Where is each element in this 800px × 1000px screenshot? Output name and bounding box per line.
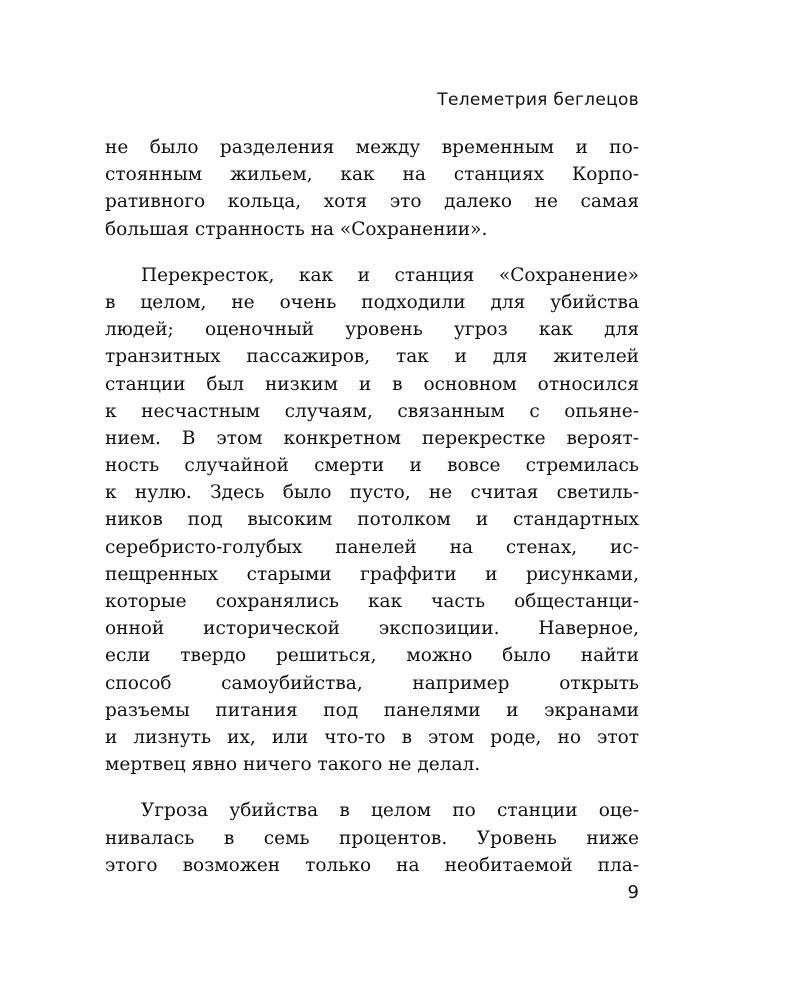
text-line: ративного кольца, хотя это далеко не самая [105, 191, 639, 213]
paragraph-2 [105, 262, 639, 779]
text-line: ников под высоким потолком и стандартных [105, 509, 639, 531]
text-line: если твердо решиться, можно было найти [105, 645, 639, 667]
text-line: пещренных старыми граффити и рисунками, [105, 563, 639, 585]
text-line: людей; оценочный уровень угроз как для [105, 319, 639, 341]
paragraph-1 [105, 134, 639, 243]
text-line: нивалась в семь процентов. Уровень ниже [105, 827, 639, 849]
text-line: к нулю. Здесь было пусто, не считая светиль- [105, 482, 639, 504]
text-line: и лизнуть их, или что-то в этом роде, но этот [105, 726, 639, 748]
text-line: Угроза убийства в целом по станции оце- [141, 800, 639, 822]
text-line: станции был низким и в основном относился [105, 373, 639, 395]
page-number: 9 [627, 882, 639, 903]
text-line: серебристо-голубых панелей на стенах, ис- [105, 536, 639, 558]
text-line: большая странность на «Сохранении». [105, 218, 488, 240]
text-line: мертвец явно ничего такого не делал. [105, 754, 481, 776]
text-line: которые сохранялись как часть общестанци- [105, 591, 639, 612]
text-line: разъемы питания под панелями и экранами [105, 699, 639, 721]
text-line: ность случайной смерти и вовсе стремилась [105, 455, 639, 477]
text-line: к несчастным случаям, связанным с опьяне- [105, 400, 639, 422]
text-line: нием. В этом конкретном перекрестке вероят- [105, 427, 639, 449]
text-line: онной исторической экспозиции. Наверное, [105, 618, 639, 640]
paragraph-3 [105, 797, 639, 879]
text-line: транзитных пассажиров, так и для жителей [105, 346, 639, 368]
text-line: Перекресток, как и станция «Сохранение» [141, 264, 639, 286]
text-line: способ самоубийства, например открыть [105, 672, 639, 694]
text-line: этого возможен только на необитаемой пла- [105, 854, 639, 876]
body-text [105, 134, 639, 879]
text-line: стоянным жильем, как на станциях Корпо- [105, 164, 639, 186]
running-head: Телеметрия беглецов [437, 90, 639, 110]
text-line: в целом, не очень подходили для убийства [105, 291, 639, 313]
text-line: не было разделения между временным и по- [105, 137, 639, 158]
